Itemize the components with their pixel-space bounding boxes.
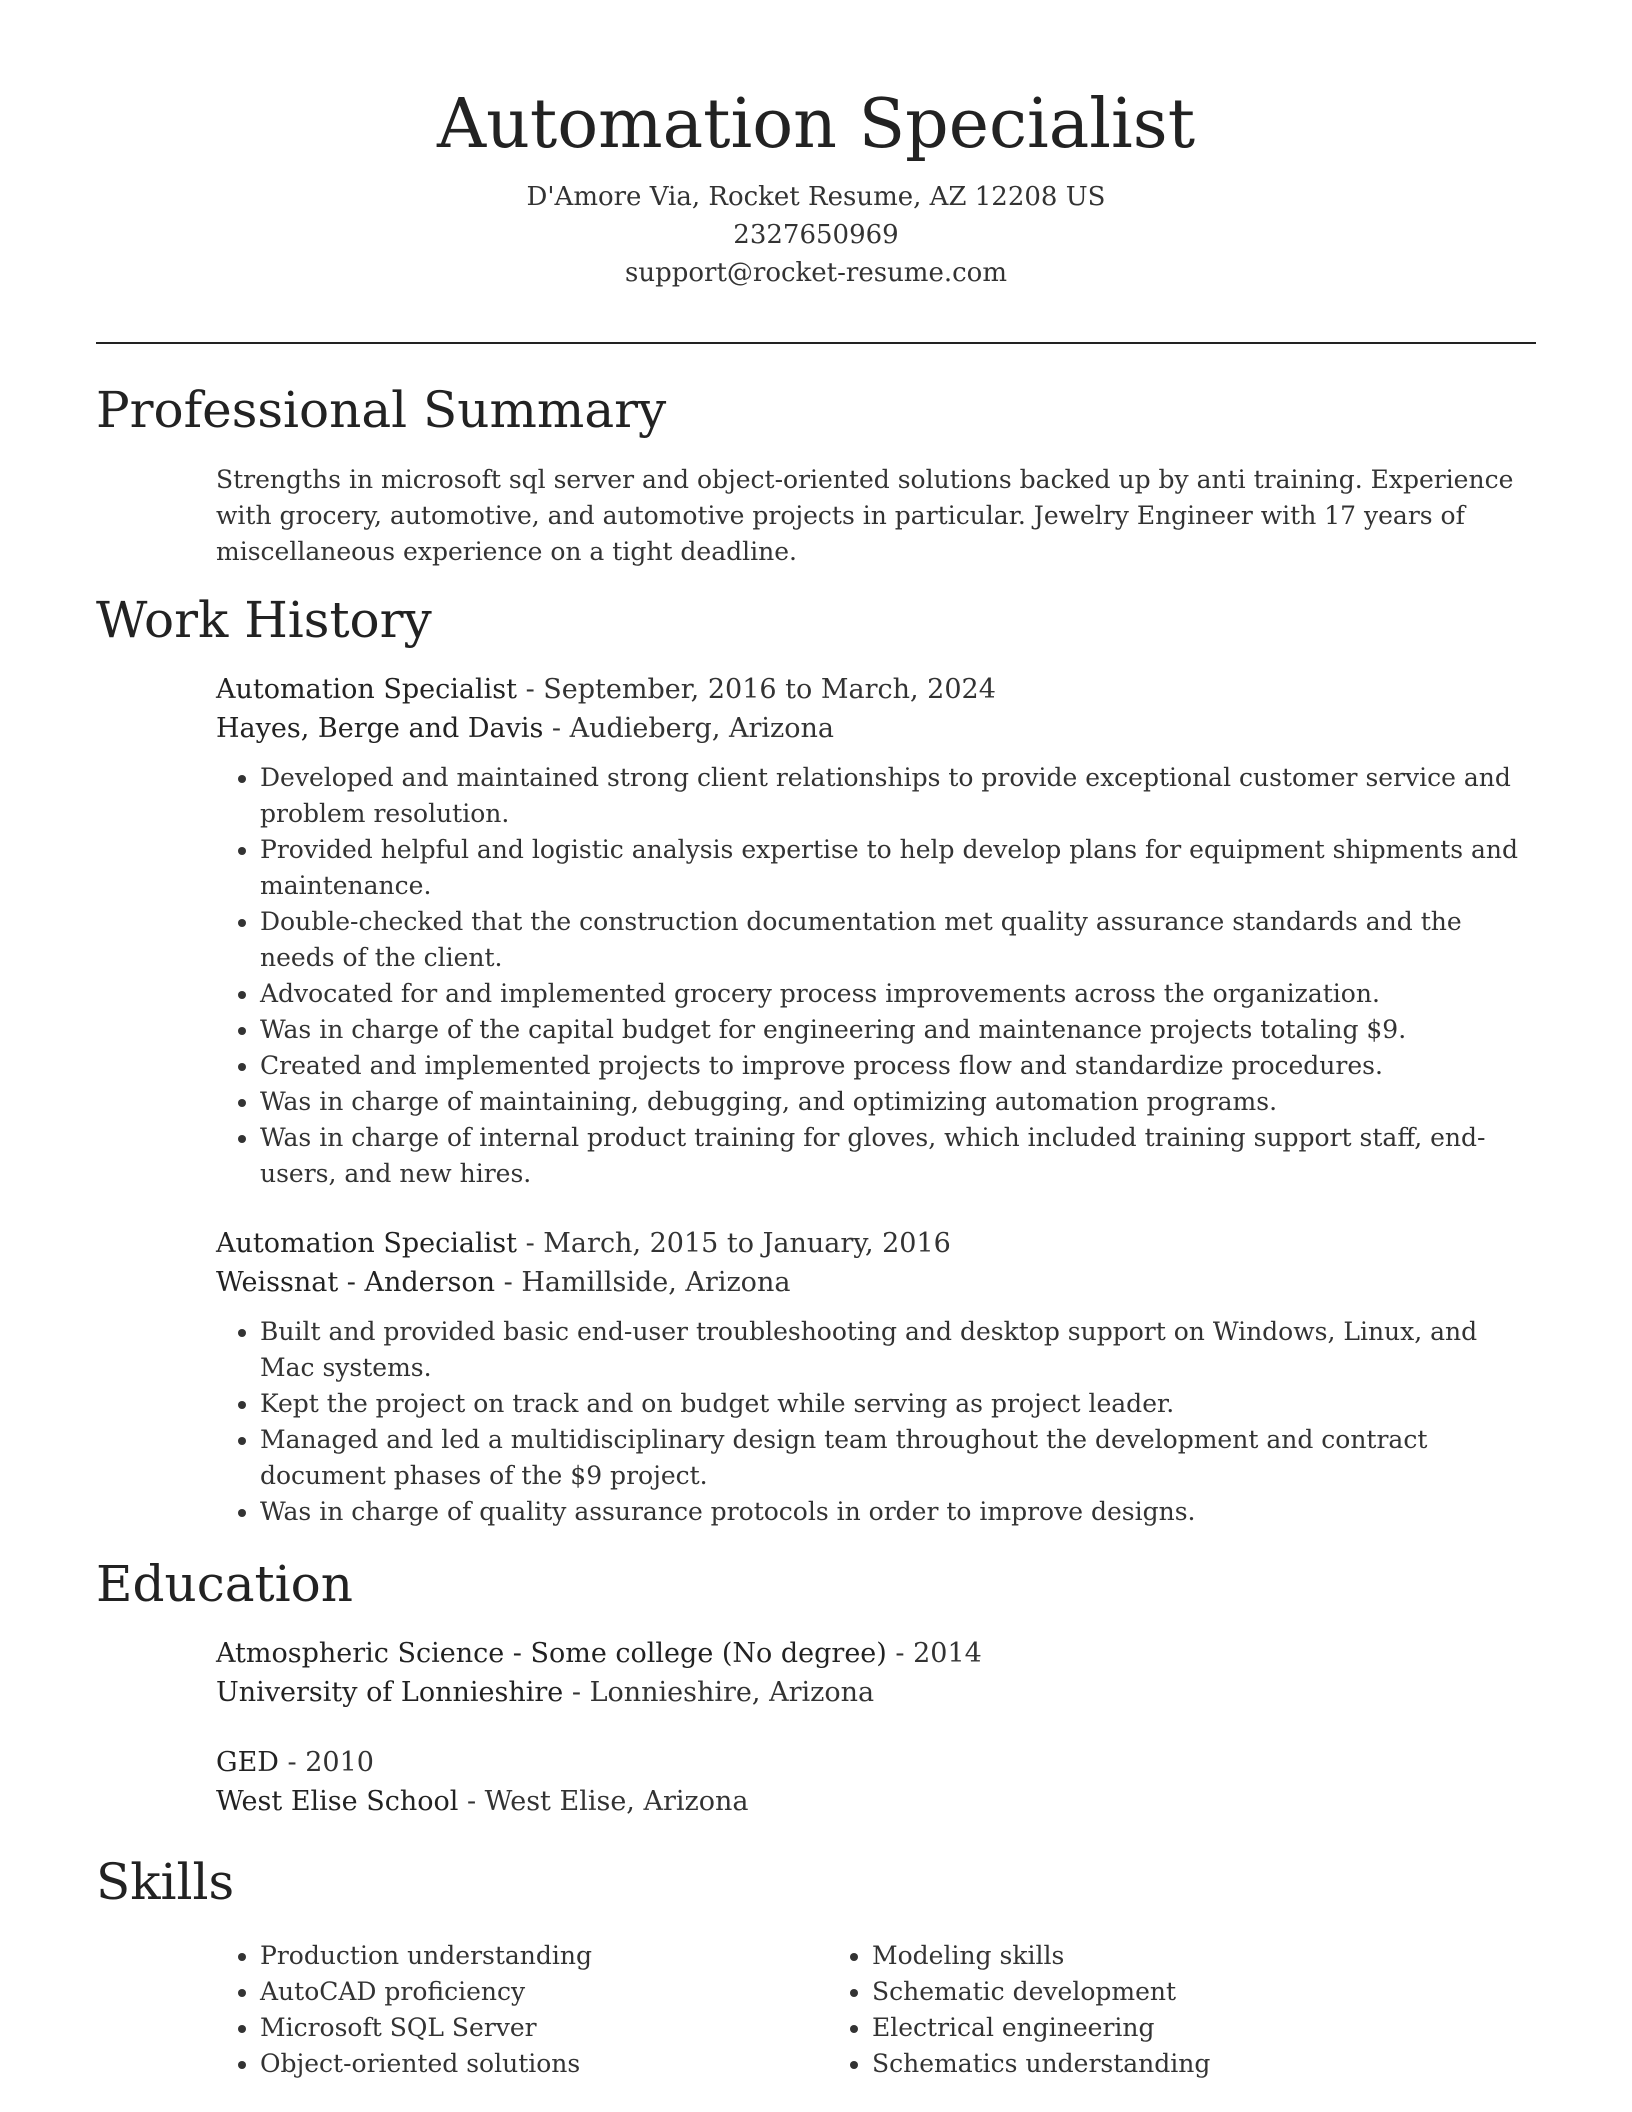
list-item: • Double-checked that the construction documentation met quality assurance standards and the needs of the client. xyxy=(260,904,1536,976)
list-item: • Was in charge of internal product training for gloves, which included training support staff, end-users, and new hires. xyxy=(260,1120,1536,1192)
job-title-line xyxy=(216,1224,1536,1263)
list-item: • Electrical engineering xyxy=(872,2010,1428,2046)
list-item: • Built and provided basic end-user troubleshooting and desktop support on Windows, Linux, and Mac systems. xyxy=(260,1314,1536,1386)
job-dates: - March, 2015 to January, 2016 xyxy=(517,1228,951,1259)
skills-column-left xyxy=(216,1938,822,2082)
job-role: Automation Specialist xyxy=(216,674,517,705)
skills-list xyxy=(216,1938,1536,2082)
education-location: - Lonnieshire, Arizona xyxy=(563,1677,875,1708)
resume-header xyxy=(0,0,1632,292)
summary-heading: Professional Summary xyxy=(96,381,667,439)
list-item: • Was in charge of quality assurance protocols in order to improve designs. xyxy=(260,1494,1536,1530)
job-title-line xyxy=(216,670,1536,709)
list-item: • Schematic development xyxy=(872,1974,1428,2010)
list-item: • Managed and led a multidisciplinary design team throughout the development and contract document phases of the $9 project. xyxy=(260,1422,1536,1494)
header-divider xyxy=(96,342,1536,344)
job-entry-1 xyxy=(216,670,1536,1192)
list-item: • Modeling skills xyxy=(872,1938,1428,1974)
education-year: - 2010 xyxy=(278,1747,374,1778)
contact-email: support@rocket-resume.com xyxy=(624,258,1007,288)
job-company: Hayes, Berge and Davis xyxy=(216,713,544,744)
list-item: • Object-oriented solutions xyxy=(260,2046,822,2082)
education-heading: Education xyxy=(96,1555,353,1613)
education-school-line xyxy=(216,1782,1536,1821)
education-school: West Elise School xyxy=(216,1786,459,1817)
contact-address: D'Amore Via, Rocket Resume, AZ 12208 US xyxy=(526,182,1106,212)
job-entry-2 xyxy=(216,1224,1536,1530)
job-company: Weissnat - Anderson xyxy=(216,1267,496,1298)
job-bullets xyxy=(216,1314,1536,1530)
list-item: • Production understanding xyxy=(260,1938,822,1974)
job-company-line xyxy=(216,1263,1536,1302)
list-item: • Developed and maintained strong client relationships to provide exceptional customer service and problem resolution. xyxy=(260,760,1536,832)
list-item: • Created and implemented projects to improve process flow and standardize procedures. xyxy=(260,1048,1536,1084)
list-item: • Was in charge of the capital budget for engineering and maintenance projects totaling $9. xyxy=(260,1012,1536,1048)
list-item: • Was in charge of maintaining, debugging, and optimizing automation programs. xyxy=(260,1084,1536,1120)
job-dates: - September, 2016 to March, 2024 xyxy=(517,674,996,705)
work-history-heading: Work History xyxy=(96,591,432,649)
education-degree: Atmospheric Science - Some college (No degree) xyxy=(216,1638,887,1669)
job-location: - Audieberg, Arizona xyxy=(543,713,835,744)
education-school: University of Lonnieshire xyxy=(216,1677,564,1708)
list-item: • AutoCAD proficiency xyxy=(260,1974,822,2010)
contact-block xyxy=(0,178,1632,292)
job-company-line xyxy=(216,709,1536,748)
list-item: • Kept the project on track and on budget while serving as project leader. xyxy=(260,1386,1536,1422)
education-year: - 2014 xyxy=(886,1638,982,1669)
education-entry-1 xyxy=(216,1634,1536,1712)
education-location: - West Elise, Arizona xyxy=(458,1786,749,1817)
resume-name: Automation Specialist xyxy=(436,85,1196,164)
job-role: Automation Specialist xyxy=(216,1228,517,1259)
education-degree: GED xyxy=(216,1747,279,1778)
skills-heading: Skills xyxy=(96,1853,235,1911)
list-item: • Schematics understanding xyxy=(872,2046,1428,2082)
skills-column-right xyxy=(822,1938,1428,2082)
summary-text: Strengths in microsoft sql server and object-oriented solutions backed up by anti training. Experience with grocery, automotive, and automotive projects in particular. Jewelry Engineer with 17 years of miscellaneous experience on a tight deadline. xyxy=(216,465,1514,566)
job-location: - Hamillside, Arizona xyxy=(495,1267,791,1298)
list-item: • Provided helpful and logistic analysis expertise to help develop plans for equipment shipments and maintenance. xyxy=(260,832,1536,904)
job-bullets xyxy=(216,760,1536,1192)
education-school-line xyxy=(216,1673,1536,1712)
education-degree-line xyxy=(216,1634,1536,1673)
list-item: • Microsoft SQL Server xyxy=(260,2010,822,2046)
education-entry-2 xyxy=(216,1743,1536,1821)
list-item: • Advocated for and implemented grocery process improvements across the organization. xyxy=(260,976,1536,1012)
contact-phone: 2327650969 xyxy=(733,220,899,250)
education-degree-line xyxy=(216,1743,1536,1782)
